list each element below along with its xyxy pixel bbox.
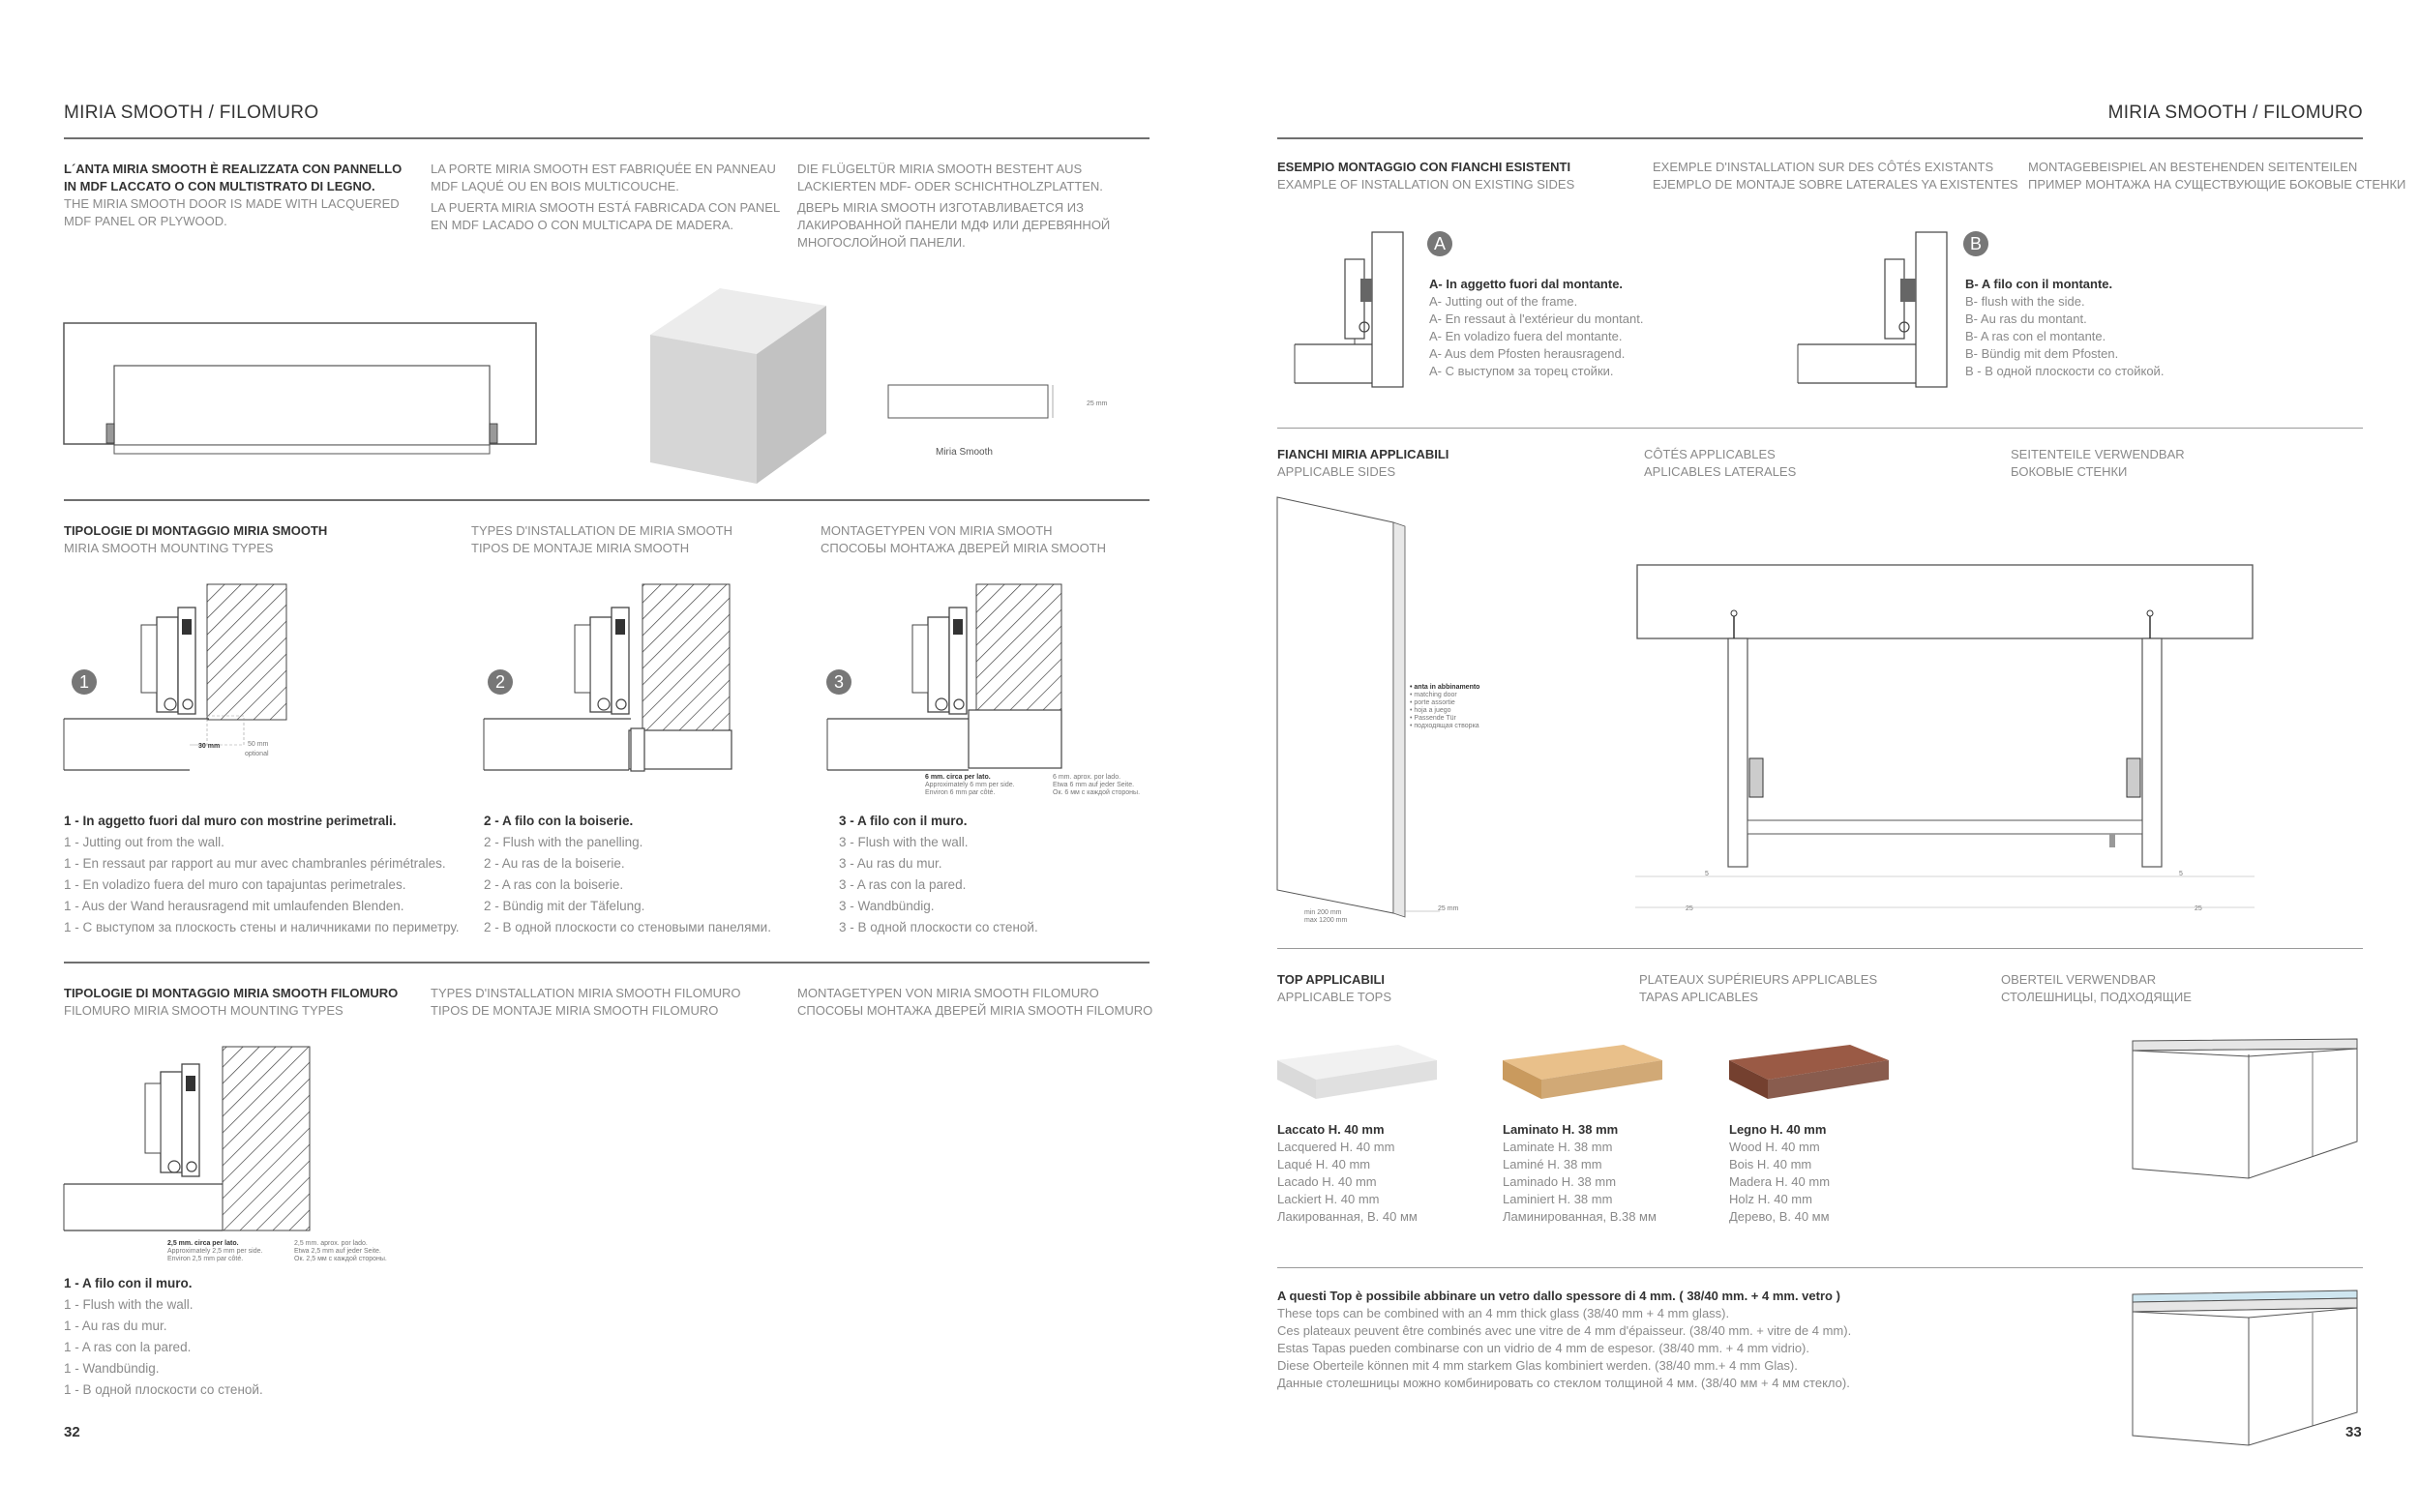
example-title-fr-es <box>1653 159 2018 193</box>
mounting-type-3-note-b <box>1053 774 1140 797</box>
example-a-line-fr: A- En ressaut à l'extérieur du montant. <box>1429 311 1644 326</box>
glass-note <box>1277 1288 1851 1392</box>
side-note-4: • hoja a juego <box>1410 707 1451 714</box>
top-wood-it: Legno H. 40 mm <box>1729 1122 1827 1137</box>
left-page-number: 32 <box>64 1424 80 1440</box>
mounting-type-2-drawing <box>484 580 735 779</box>
example-title-ru: ПРИМЕР МОНТАЖА НА СУЩЕСТВУЮЩИЕ БОКОВЫЕ СТЕНКИ <box>2028 177 2406 192</box>
mounting-title-it: TIPOLOGIE DI MONTAGGIO MIRIA SMOOTH <box>64 523 328 538</box>
example-title-de: MONTAGEBEISPIEL AN BESTEHENDEN SEITENTEILEN <box>2028 160 2358 174</box>
filomuro-caption <box>64 1273 263 1401</box>
top-lacquered-de: Lackiert H. 40 mm <box>1277 1192 1380 1206</box>
tops-title-it: TOP APPLICABILI <box>1277 972 1385 987</box>
filomuro-title-fr: TYPES D'INSTALLATION MIRIA SMOOTH FILOMURO <box>431 986 741 1000</box>
example-b-line-en: B- flush with the side. <box>1965 294 2085 309</box>
top-swatch-wood <box>1729 1045 1894 1103</box>
glass-note-es: Estas Tapas pueden combinarse con un vidrio de 4 mm de espesor. (38/40 mm. + 4 mm vidrio). <box>1277 1341 1809 1355</box>
mounting-type-1-dim3: optional <box>245 751 269 757</box>
filomuro-note-b-1: 2,5 mm. aprox. por lado. <box>294 1240 368 1247</box>
top-swatch-laminate <box>1503 1045 1667 1103</box>
mounting-type-1-caption <box>64 811 460 938</box>
top-lacquered-caption <box>1277 1121 1418 1226</box>
type3-line-es: 3 - A ras con la pared. <box>839 877 967 892</box>
top-lacquered-it: Laccato H. 40 mm <box>1277 1122 1385 1137</box>
top-wood-caption <box>1729 1121 1830 1226</box>
tops-title-de: OBERTEIL VERWENDBAR <box>2001 972 2157 987</box>
type1-line-de: 1 - Aus der Wand herausragend mit umlaufenden Blenden. <box>64 899 404 913</box>
tops-title-es: TAPAS APLICABLES <box>1639 990 1759 1004</box>
type2-line-fr: 2 - Au ras de la boiserie. <box>484 856 625 871</box>
cabinet-dim-25-left: 25 <box>1686 905 1693 912</box>
type2-line-it: 2 - A filo con la boiserie. <box>484 814 634 828</box>
example-b-line-fr: B- Au ras du montant. <box>1965 311 2087 326</box>
filomuro-note-b <box>294 1240 387 1263</box>
mounting-type-3-badge: 3 <box>826 669 851 695</box>
example-title-it: ESEMPIO MONTAGGIO CON FIANCHI ESISTENTI <box>1277 160 1571 174</box>
right-rule-4 <box>1277 1267 2363 1268</box>
cabinet-dim-25-right: 25 <box>2195 905 2202 912</box>
mounting-type-1-badge: 1 <box>72 669 97 695</box>
profile-dim-label: 25 mm <box>1087 400 1108 407</box>
intro-col-it-en <box>64 161 402 230</box>
type1-line-ru: 1 - С выступом за плоскость стены и наличниками по периметру. <box>64 920 460 934</box>
intro-es-line1: LA PUERTA MIRIA SMOOTH ESTÁ FABRICADA CON PANEL <box>431 200 781 215</box>
filomuro-line-ru: 1 - В одной плоскости со стеной. <box>64 1382 263 1397</box>
example-b-line-de: B- Bündig mit dem Pfosten. <box>1965 346 2119 361</box>
mounting-title-ru: СПОСОБЫ МОНТАЖА ДВЕРЕЙ MIRIA SMOOTH <box>821 541 1107 555</box>
tops-title-de-ru <box>2001 971 2192 1006</box>
left-page-header: MIRIA SMOOTH / FILOMURO <box>64 103 319 123</box>
sides-title-it: FIANCHI MIRIA APPLICABILI <box>1277 447 1449 461</box>
tops-title-en: APPLICABLE TOPS <box>1277 990 1392 1004</box>
filomuro-note-a-1: 2,5 mm. circa per lato. <box>167 1240 239 1247</box>
mounting-title-en: MIRIA SMOOTH MOUNTING TYPES <box>64 541 274 555</box>
filomuro-note-b-2: Etwa 2,5 mm auf jeder Seite. <box>294 1248 381 1255</box>
tops-title-fr: PLATEAUX SUPÉRIEURS APPLICABLES <box>1639 972 1878 987</box>
example-a-line-en: A- Jutting out of the frame. <box>1429 294 1578 309</box>
intro-ru-line2: ЛАКИРОВАННОЙ ПАНЕЛИ МДФ ИЛИ ДЕРЕВЯННОЙ <box>797 218 1111 232</box>
cabinet-dim-5-left: 5 <box>1705 871 1709 877</box>
side-note-6: • подходящая створка <box>1410 723 1479 729</box>
top-lacquered-ru: Лакированная, В. 40 мм <box>1277 1209 1418 1224</box>
right-rule-3 <box>1277 948 2363 949</box>
intro-de-line1: DIE FLÜGELTÜR MIRIA SMOOTH BESTEHT AUS <box>797 162 1083 176</box>
filomuro-title-ru: СПОСОБЫ МОНТАЖА ДВЕРЕЙ MIRIA SMOOTH FILOMURO <box>797 1003 1153 1018</box>
top-swatch-lacquered <box>1277 1045 1442 1103</box>
filomuro-note-b-3: Ок. 2,5 мм с каждой стороны. <box>294 1256 387 1262</box>
intro-col-fr-es <box>431 161 780 234</box>
type1-line-fr: 1 - En ressaut par rapport au mur avec chambranles périmétrales. <box>64 856 446 871</box>
type3-line-ru: 3 - В одной плоскости со стеной. <box>839 920 1038 934</box>
side-panel-note <box>1410 684 1479 730</box>
mounting-type-1-dim1: 30 mm <box>198 743 221 750</box>
intro-de-line2: LACKIERTEN MDF- ODER SCHICHTHOLZPLATTEN. <box>797 179 1103 193</box>
example-b-caption <box>1965 276 2164 380</box>
top-wood-fr: Bois H. 40 mm <box>1729 1157 1812 1171</box>
cabinet-dim-5-right: 5 <box>2179 871 2183 877</box>
example-a-drawing <box>1295 230 1430 390</box>
sides-title-fr: CÔTÉS APPLICABLES <box>1644 447 1776 461</box>
type3-note-b-3: Ок. 6 мм с каждой стороны. <box>1053 789 1141 796</box>
sides-title-ru: БОКОВЫЕ СТЕНКИ <box>2011 464 2128 479</box>
example-a-line-it: A- In aggetto fuori dal montante. <box>1429 277 1624 291</box>
side-note-5: • Passende Tür <box>1410 715 1456 722</box>
type3-note-a-2: Approximately 6 mm per side. <box>925 782 1015 788</box>
mounting-title-es: TIPOS DE MONTAJE MIRIA SMOOTH <box>471 541 690 555</box>
top-laminate-es: Laminado H. 38 mm <box>1503 1174 1617 1189</box>
side-panel-thickness: 25 mm <box>1438 905 1459 912</box>
mounting-title-it-en <box>64 522 327 557</box>
example-a-caption <box>1429 276 1643 380</box>
type1-line-en: 1 - Jutting out from the wall. <box>64 835 224 849</box>
sides-title-de-ru <box>2011 446 2185 481</box>
door-panel-3d <box>642 288 836 487</box>
intro-it-line2: IN MDF LACCATO O CON MULTISTRATO DI LEGNO. <box>64 179 375 193</box>
intro-en-line2: MDF PANEL OR PLYWOOD. <box>64 214 227 228</box>
top-lacquered-en: Lacquered H. 40 mm <box>1277 1140 1395 1154</box>
left-rule-2 <box>64 499 1150 501</box>
sides-title-es: APLICABLES LATERALES <box>1644 464 1797 479</box>
filomuro-line-fr: 1 - Au ras du mur. <box>64 1319 167 1333</box>
intro-it-line1: L´ANTA MIRIA SMOOTH È REALIZZATA CON PANNELLO <box>64 162 403 176</box>
side-size-min: min 200 mm <box>1304 909 1342 916</box>
mounting-type-1-dim2: 50 mm <box>248 741 269 748</box>
intro-ru-line1: ДВЕРЬ MIRIA SMOOTH ИЗГОТАВЛИВАЕТСЯ ИЗ <box>797 200 1084 215</box>
side-size-max: max 1200 mm <box>1304 917 1348 924</box>
type1-line-es: 1 - En voladizo fuera del muro con tapajuntas perimetrales. <box>64 877 406 892</box>
filomuro-line-de: 1 - Wandbündig. <box>64 1361 160 1376</box>
example-b-badge: B <box>1963 231 1988 256</box>
glass-note-fr: Ces plateaux peuvent être combinés avec une vitre de 4 mm d'épaisseur. (38/40 mm. + vitre de 4 mm). <box>1277 1323 1852 1338</box>
intro-fr-line1: LA PORTE MIRIA SMOOTH EST FABRIQUÉE EN PANNEAU <box>431 162 776 176</box>
right-page-header: MIRIA SMOOTH / FILOMURO <box>2107 103 2363 123</box>
filomuro-title-it-en <box>64 985 398 1020</box>
filomuro-note-a-2: Approximately 2,5 mm per side. <box>167 1248 263 1255</box>
tops-title-fr-es <box>1639 971 1877 1006</box>
filomuro-title-de-ru <box>797 985 1152 1020</box>
type3-note-a-1: 6 mm. circa per lato. <box>925 774 991 781</box>
glass-note-en: These tops can be combined with an 4 mm thick glass (38/40 mm + 4 mm glass). <box>1277 1306 1730 1320</box>
intro-fr-line2: MDF LAQUÉ OU EN BOIS MULTICOUCHE. <box>431 179 679 193</box>
example-title-it-en <box>1277 159 1574 193</box>
top-laminate-caption <box>1503 1121 1657 1226</box>
top-laminate-fr: Laminé H. 38 mm <box>1503 1157 1602 1171</box>
filomuro-line-es: 1 - A ras con la pared. <box>64 1340 192 1354</box>
top-wood-en: Wood H. 40 mm <box>1729 1140 1820 1154</box>
example-b-line-es: B- A ras con el montante. <box>1965 329 2106 343</box>
type3-line-de: 3 - Wandbündig. <box>839 899 935 913</box>
intro-en-line1: THE MIRIA SMOOTH DOOR IS MADE WITH LACQUERED <box>64 196 400 211</box>
glass-note-it: A questi Top è possibile abbinare un vetro dallo spessore di 4 mm. ( 38/40 mm. + 4 mm. vetro ) <box>1277 1289 1840 1303</box>
type3-note-b-1: 6 mm. aprox. por lado. <box>1053 774 1121 781</box>
mounting-title-de: MONTAGETYPEN VON MIRIA SMOOTH <box>821 523 1053 538</box>
sides-title-it-en <box>1277 446 1448 481</box>
filomuro-line-it: 1 - A filo con il muro. <box>64 1276 193 1290</box>
glass-note-ru: Данные столешницы можно комбинировать со стеклом толщиной 4 мм. (38/40 мм + 4 мм стекло). <box>1277 1376 1850 1390</box>
top-laminate-it: Laminato H. 38 mm <box>1503 1122 1619 1137</box>
type3-line-it: 3 - A filo con il muro. <box>839 814 968 828</box>
sides-title-en: APPLICABLE SIDES <box>1277 464 1396 479</box>
side-note-3: • porte assortie <box>1410 699 1455 706</box>
side-note-2: • matching door <box>1410 692 1457 698</box>
mounting-type-3-drawing <box>827 580 1069 779</box>
filomuro-title-it: TIPOLOGIE DI MONTAGGIO MIRIA SMOOTH FILOMURO <box>64 986 399 1000</box>
top-lacquered-fr: Laqué H. 40 mm <box>1277 1157 1371 1171</box>
filomuro-note-a-3: Environ 2,5 mm par côté. <box>167 1256 244 1262</box>
mounting-type-2-badge: 2 <box>488 669 513 695</box>
top-lacquered-es: Lacado H. 40 mm <box>1277 1174 1377 1189</box>
profile-drawing <box>888 385 1120 433</box>
mounting-type-2-caption <box>484 811 771 938</box>
type1-line-it: 1 - In aggetto fuori dal muro con mostrine perimetrali. <box>64 814 397 828</box>
example-b-drawing <box>1798 230 1953 390</box>
top-wood-ru: Дерево, В. 40 мм <box>1729 1209 1830 1224</box>
mounting-title-de-ru <box>821 522 1106 557</box>
filomuro-title-en: FILOMURO MIRIA SMOOTH MOUNTING TYPES <box>64 1003 343 1018</box>
example-a-line-es: A- En voladizo fuera del montante. <box>1429 329 1623 343</box>
sides-title-fr-es <box>1644 446 1796 481</box>
type2-line-ru: 2 - В одной плоскости со стеновыми панелями. <box>484 920 771 934</box>
cabinet-3d-drawing <box>2129 1033 2361 1178</box>
mounting-type-3-caption <box>839 811 1038 938</box>
right-page-number: 33 <box>2345 1424 2362 1440</box>
intro-ru-line3: МНОГОСЛОЙНОЙ ПАНЕЛИ. <box>797 235 966 250</box>
example-a-line-de: A- Aus dem Pfosten herausragend. <box>1429 346 1626 361</box>
intro-es-line2: EN MDF LACADO O CON MULTICAPA DE MADERA. <box>431 218 734 232</box>
side-note-1: • anta in abbinamento <box>1410 684 1480 691</box>
filomuro-note-a <box>167 1240 262 1263</box>
top-laminate-de: Laminiert H. 38 mm <box>1503 1192 1613 1206</box>
example-title-es: EJEMPLO DE MONTAJE SOBRE LATERALES YA EXISTENTES <box>1653 177 2018 192</box>
sides-title-de: SEITENTEILE VERWENDBAR <box>2011 447 2185 461</box>
example-title-fr: EXEMPLE D'INSTALLATION SUR DES CÔTÉS EXISTANTS <box>1653 160 1994 174</box>
filomuro-drawing <box>64 1045 315 1238</box>
example-title-de-ru <box>2028 159 2405 193</box>
tops-title-it-en <box>1277 971 1391 1006</box>
right-rule-2 <box>1277 428 2363 429</box>
example-b-line-it: B- A filo con il montante. <box>1965 277 2113 291</box>
top-laminate-en: Laminate H. 38 mm <box>1503 1140 1613 1154</box>
profile-name-label: Miria Smooth <box>936 447 993 458</box>
type2-line-en: 2 - Flush with the panelling. <box>484 835 643 849</box>
filomuro-title-es: TIPOS DE MONTAJE MIRIA SMOOTH FILOMURO <box>431 1003 719 1018</box>
mounting-type-3-note-a <box>925 774 1015 797</box>
filomuro-title-fr-es <box>431 985 741 1020</box>
top-wood-de: Holz H. 40 mm <box>1729 1192 1812 1206</box>
door-front-drawing <box>64 323 538 468</box>
filomuro-line-en: 1 - Flush with the wall. <box>64 1297 194 1312</box>
side-panel-size <box>1304 909 1347 925</box>
intro-col-de-ru <box>797 161 1110 252</box>
type3-note-b-2: Etwa 6 mm auf jeder Seite. <box>1053 782 1135 788</box>
right-header-rule <box>1277 137 2363 139</box>
mounting-type-1-drawing <box>64 580 296 779</box>
cabinet-front-drawing <box>1635 563 2255 931</box>
type3-note-a-3: Environ 6 mm par côté. <box>925 789 996 796</box>
top-wood-es: Madera H. 40 mm <box>1729 1174 1831 1189</box>
top-laminate-ru: Ламинированная, В.38 мм <box>1503 1209 1657 1224</box>
example-title-en: EXAMPLE OF INSTALLATION ON EXISTING SIDES <box>1277 177 1575 192</box>
mounting-title-fr: TYPES D'INSTALLATION DE MIRIA SMOOTH <box>471 523 732 538</box>
cabinet-glass-top-drawing <box>2129 1289 2361 1448</box>
filomuro-title-de: MONTAGETYPEN VON MIRIA SMOOTH FILOMURO <box>797 986 1099 1000</box>
example-a-line-ru: A- С выступом за торец стойки. <box>1429 364 1614 378</box>
example-a-badge: A <box>1427 231 1452 256</box>
glass-note-de: Diese Oberteile können mit 4 mm starkem Glas kombiniert werden. (38/40 mm.+ 4 mm Glas). <box>1277 1358 1798 1373</box>
left-rule-3 <box>64 962 1150 964</box>
tops-title-ru: СТОЛЕШНИЦЫ, ПОДХОДЯЩИЕ <box>2001 990 2192 1004</box>
type3-line-fr: 3 - Au ras du mur. <box>839 856 942 871</box>
type3-line-en: 3 - Flush with the wall. <box>839 835 969 849</box>
example-b-line-ru: B - В одной плоскости со стойкой. <box>1965 364 2165 378</box>
type2-line-es: 2 - A ras con la boiserie. <box>484 877 624 892</box>
left-header-rule <box>64 137 1150 139</box>
type2-line-de: 2 - Bündig mit der Täfelung. <box>484 899 645 913</box>
mounting-title-fr-es <box>471 522 732 557</box>
